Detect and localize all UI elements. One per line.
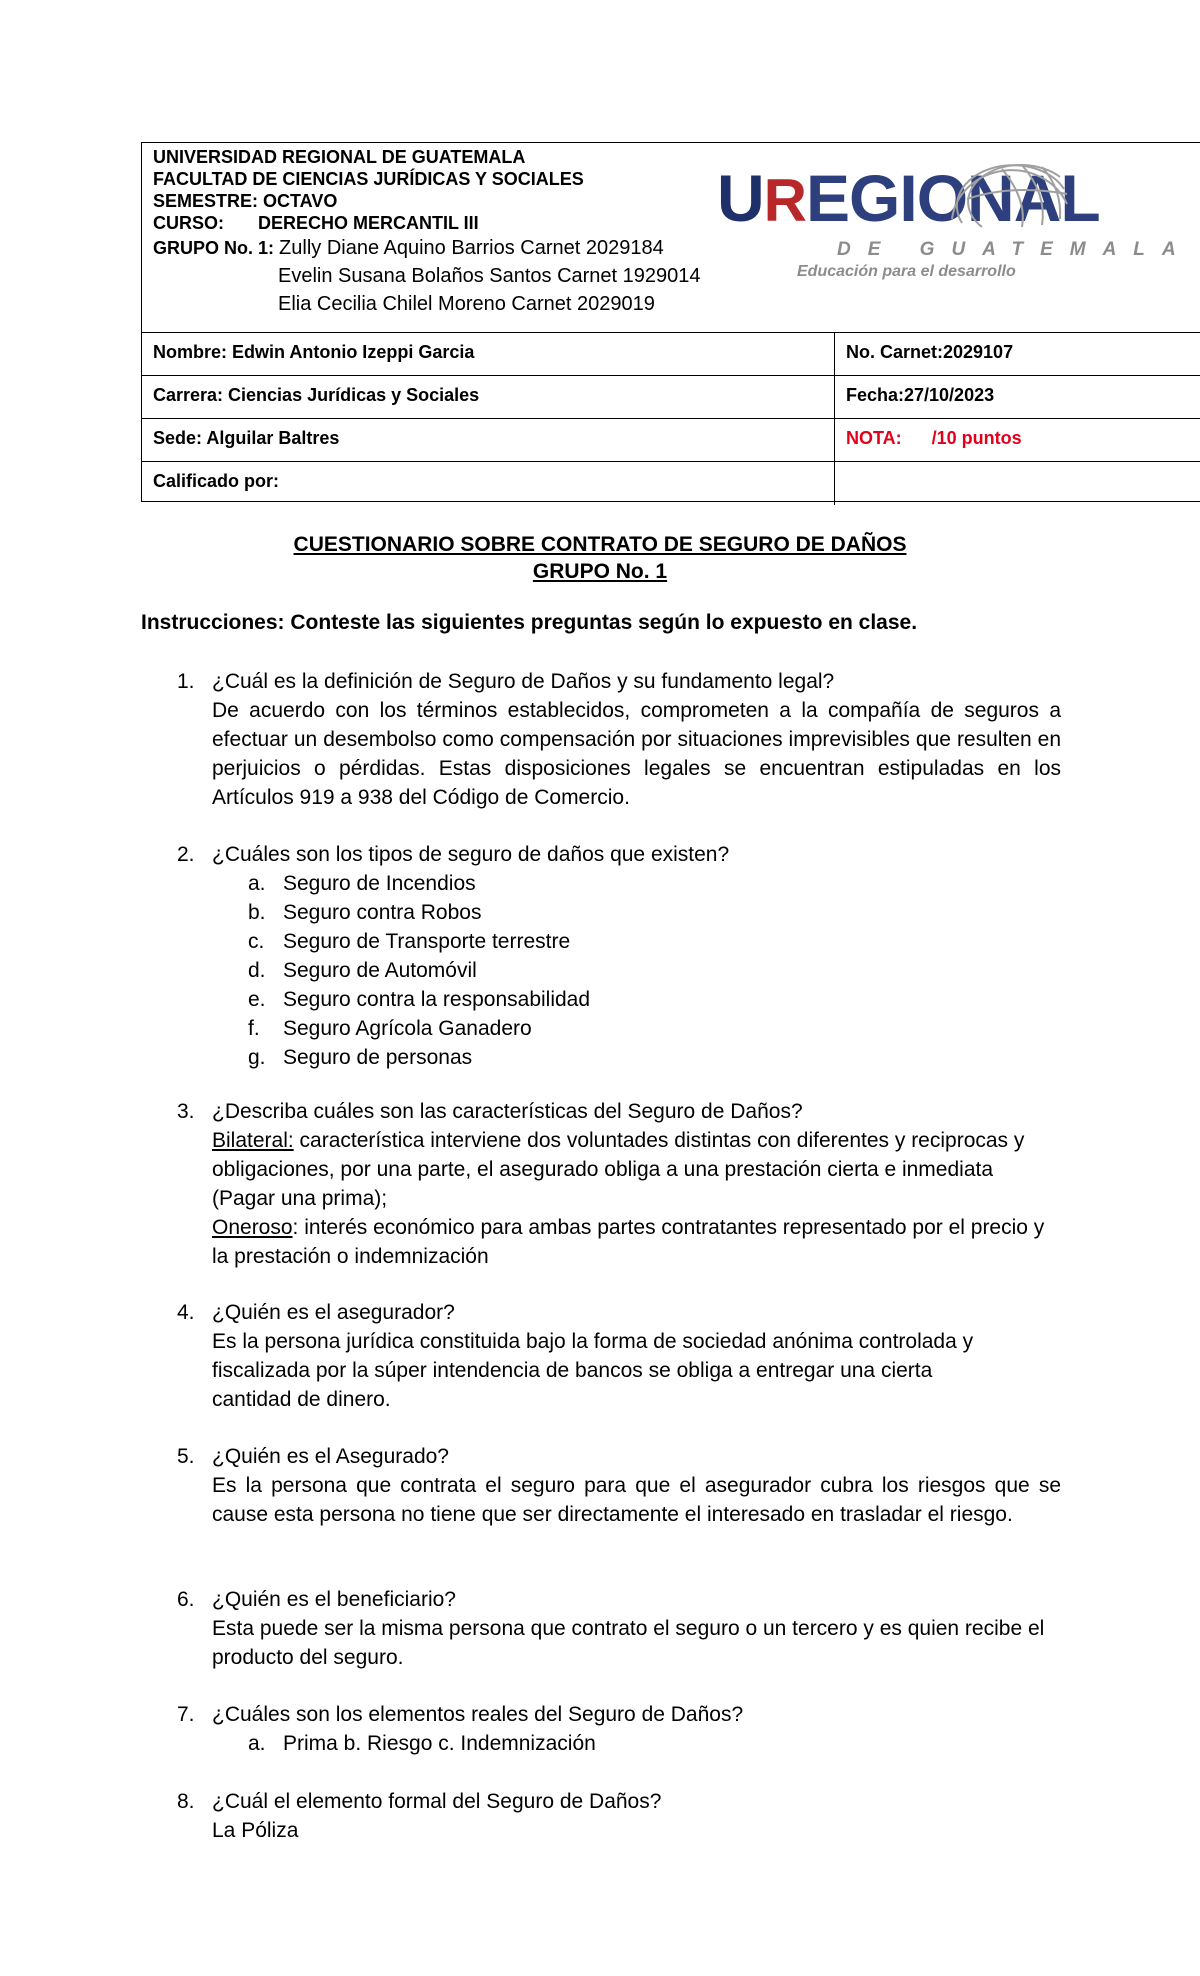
- bilateral-label: Bilateral:: [212, 1129, 294, 1152]
- question-number: 4.: [177, 1301, 195, 1324]
- list-letter: c.: [248, 930, 265, 953]
- logo-letter-u: U: [717, 161, 764, 235]
- question-number: 1.: [177, 670, 195, 693]
- logo-letter-r: R: [763, 167, 807, 234]
- member-3: Elia Cecilia Chilel Moreno Carnet 2029019: [278, 293, 655, 315]
- question-1: [141, 667, 1061, 812]
- list-text: Seguro contra Robos: [283, 901, 482, 924]
- question-text: ¿Cuáles son los tipos de seguro de daños que existen?: [212, 843, 730, 866]
- info-row-campus: [142, 418, 1200, 462]
- list-item: [141, 869, 1061, 898]
- list-text: Seguro de Transporte terrestre: [283, 930, 571, 953]
- question-8: [141, 1787, 1061, 1845]
- question-4: [141, 1298, 1061, 1414]
- question-text: ¿Cuál es la definición de Seguro de Daños y su fundamento legal?: [212, 670, 835, 693]
- graded-by: Calificado por:: [142, 461, 835, 505]
- info-row-name: [142, 332, 1200, 376]
- list-item: [141, 898, 1061, 927]
- list-text: Seguro de Automóvil: [283, 959, 477, 982]
- grade-label: NOTA:: [846, 428, 902, 448]
- list-letter: a.: [248, 872, 266, 895]
- oneroso-label: Oneroso: [212, 1216, 293, 1239]
- list-text: Seguro de Incendios: [283, 872, 476, 895]
- question-5: [141, 1442, 1061, 1529]
- question-number: 2.: [177, 843, 195, 866]
- list-item: [141, 1043, 1061, 1072]
- question-7: [141, 1700, 1061, 1758]
- course-label: CURSO:: [153, 213, 224, 233]
- list-letter: a.: [248, 1732, 266, 1755]
- grade-value: /10 puntos: [931, 428, 1022, 448]
- bilateral-text: característica interviene dos voluntades distintas con diferentes y reciprocas y obligaciones, por una parte, el asegurado obliga a una prestación cierta e inmediata (Pagar una prima);: [212, 1129, 1025, 1210]
- list-item: [141, 1729, 1061, 1758]
- university-name: UNIVERSIDAD REGIONAL DE GUATEMALA: [153, 147, 526, 167]
- semester: SEMESTRE: OCTAVO: [153, 191, 338, 211]
- member-2: Evelin Susana Bolaños Santos Carnet 1929014: [278, 265, 701, 287]
- question-text: ¿Cuál el elemento formal del Seguro de Daños?: [212, 1790, 662, 1813]
- list-item: [141, 985, 1061, 1014]
- question-number: 7.: [177, 1703, 195, 1726]
- question-text: ¿Quién es el Asegurado?: [212, 1445, 449, 1468]
- list-text: Seguro contra la responsabilidad: [283, 988, 591, 1011]
- member-1: Zully Diane Aquino Barrios Carnet 2029184: [279, 237, 664, 259]
- list-text: Prima b. Riesgo c. Indemnización: [283, 1732, 596, 1755]
- header-lines: [153, 146, 701, 318]
- answer-text: Es la persona que contrata el seguro para que el asegurador cubra los riesgos que se cause esta persona no tiene que ser directamente el interesado en trasladar el riesgo.: [212, 1474, 1061, 1526]
- answer-text: Es la persona jurídica constituida bajo la forma de sociedad anónima controlada y fiscalizada por la súper intendencia de bancos se obliga a entregar una cierta cantidad de dinero.: [212, 1330, 974, 1411]
- list-letter: g.: [248, 1046, 266, 1069]
- instructions: Instrucciones: Conteste las siguientes preguntas según lo expuesto en clase.: [141, 611, 918, 634]
- course-line: [153, 212, 701, 234]
- list-letter: d.: [248, 959, 266, 982]
- oneroso-answer: [212, 1213, 1061, 1271]
- question-3: [141, 1097, 1061, 1271]
- student-name: Nombre: Edwin Antonio Izeppi Garcia: [142, 332, 835, 375]
- answer-text: De acuerdo con los términos establecidos, comprometen a la compañía de seguros a efectuar un desembolso como compensación por situaciones imprevisibles que resulten en perjuicios o pérdidas. Estas disposiciones legales se encuentran estipuladas en los Artículos 919 a 938 del Código de Comercio.: [212, 699, 1061, 809]
- date: Fecha:27/10/2023: [846, 385, 995, 405]
- logo-tagline: Educación para el desarrollo: [797, 263, 1016, 280]
- logo-rest: EGIONAL: [806, 161, 1100, 235]
- oneroso-text: : interés económico para ambas partes contratantes representado por el precio y la prestación o indemnización: [212, 1216, 1045, 1268]
- list-letter: e.: [248, 988, 266, 1011]
- question-2: [141, 840, 1061, 1072]
- grade: [835, 418, 1200, 461]
- header-top: [142, 143, 1200, 333]
- list-item: [141, 956, 1061, 985]
- list-letter: b.: [248, 901, 266, 924]
- career: Carrera: Ciencias Jurídicas y Sociales: [142, 375, 835, 418]
- list-text: Seguro de personas: [283, 1046, 473, 1069]
- header-box: [141, 142, 1200, 502]
- group-line: [153, 234, 701, 262]
- graded-by-value: [835, 461, 1200, 505]
- answer-text: La Póliza: [212, 1819, 299, 1842]
- faculty-name: FACULTAD DE CIENCIAS JURÍDICAS Y SOCIALES: [153, 169, 584, 189]
- list-item: [141, 1014, 1061, 1043]
- question-text: ¿Quién es el asegurador?: [212, 1301, 455, 1324]
- question-6: [141, 1585, 1061, 1672]
- university-logo: [717, 161, 1193, 285]
- bilateral-answer: [212, 1126, 1061, 1213]
- document-title: CUESTIONARIO SOBRE CONTRATO DE SEGURO DE DAÑOS: [293, 533, 907, 556]
- question-number: 6.: [177, 1588, 195, 1611]
- info-row-career: [142, 375, 1200, 419]
- globe-icon: [942, 159, 1072, 229]
- campus: Sede: Alguilar Baltres: [142, 418, 835, 461]
- logo-subtitle: DE GUATEMALA: [837, 239, 1193, 260]
- list-text: Seguro Agrícola Ganadero: [283, 1017, 532, 1040]
- question-number: 5.: [177, 1445, 195, 1468]
- question-number: 8.: [177, 1790, 195, 1813]
- group-label: GRUPO No. 1:: [153, 238, 275, 258]
- list-letter: f.: [248, 1017, 260, 1040]
- document-subtitle: GRUPO No. 1: [532, 560, 668, 583]
- question-number: 3.: [177, 1100, 195, 1123]
- student-carnet: No. Carnet:2029107: [846, 342, 1014, 362]
- course-value: DERECHO MERCANTIL III: [258, 213, 479, 233]
- question-text: ¿Cuáles son los elementos reales del Seguro de Daños?: [212, 1703, 744, 1726]
- question-text: ¿Describa cuáles son las características del Seguro de Daños?: [212, 1100, 803, 1123]
- answer-text: Esta puede ser la misma persona que contrato el seguro o un tercero y es quien recibe el producto del seguro.: [212, 1617, 1045, 1669]
- list-item: [141, 927, 1061, 956]
- info-row-graded: [142, 461, 1200, 505]
- question-text: ¿Quién es el beneficiario?: [212, 1588, 456, 1611]
